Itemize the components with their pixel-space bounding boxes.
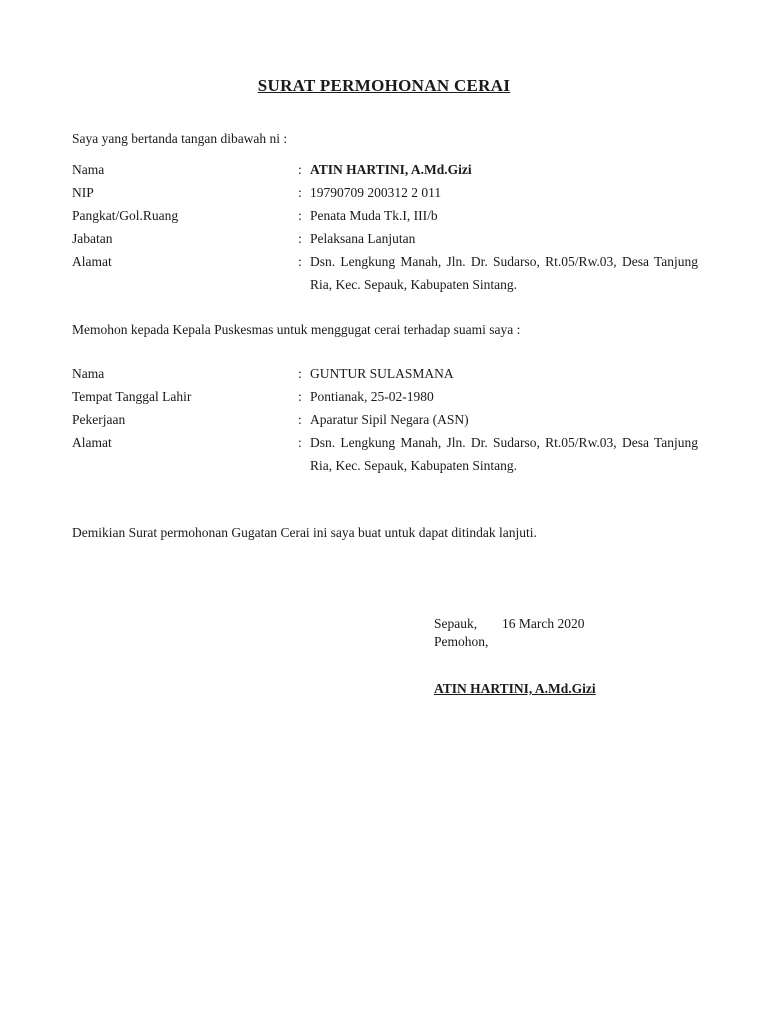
field-colon: : [298, 435, 302, 450]
applicant-nip-row [72, 185, 698, 208]
field-label: Alamat [72, 254, 112, 269]
field-colon: : [298, 389, 302, 404]
respondent-birth-row [72, 389, 698, 412]
respondent-name-row [72, 366, 698, 389]
applicant-nip: 19790709 200312 2 011 [310, 185, 442, 200]
field-label: Tempat Tanggal Lahir [72, 389, 192, 404]
respondent-name: GUNTUR SULASMANA [310, 366, 454, 381]
closing-text: Demikian Surat permohonan Gugatan Cerai ini saya buat untuk dapat ditindak lanjuti. [72, 525, 537, 540]
field-label: Pangkat/Gol.Ruang [72, 208, 179, 223]
respondent-job: Aparatur Sipil Negara (ASN) [310, 412, 469, 427]
field-colon: : [298, 412, 302, 427]
field-colon: : [298, 231, 302, 246]
field-colon: : [298, 162, 302, 177]
field-colon: : [298, 366, 302, 381]
field-label: Jabatan [72, 231, 113, 246]
signature-name: ATIN HARTINI, A.Md.Gizi [434, 681, 596, 696]
applicant-name: ATIN HARTINI, A.Md.Gizi [310, 162, 472, 177]
signature-place-date [434, 616, 584, 632]
document-title: SURAT PERMOHONAN CERAI [257, 76, 511, 95]
field-label: Nama [72, 366, 105, 381]
signature-role: Pemohon, [434, 634, 489, 649]
signature-place: Sepauk, [434, 616, 478, 631]
field-label: Pekerjaan [72, 412, 126, 427]
applicant-name-row [72, 162, 698, 185]
field-colon: : [298, 254, 302, 269]
field-colon: : [298, 208, 302, 223]
applicant-address: Dsn. Lengkung Manah, Jln. Dr. Sudarso, Rt.05/Rw.03, Desa Tanjung Ria, Kec. Sepauk, Kabupaten Sintang. [310, 254, 698, 292]
signature-date: 16 March 2020 [502, 616, 585, 631]
applicant-position: Pelaksana Lanjutan [310, 231, 416, 246]
applicant-rank: Penata Muda Tk.I, III/b [310, 208, 438, 223]
applicant-address-row [72, 254, 698, 292]
field-label: Alamat [72, 435, 112, 450]
applicant-rank-row [72, 208, 698, 231]
field-colon: : [298, 185, 302, 200]
field-label: Nama [72, 162, 105, 177]
respondent-birth: Pontianak, 25-02-1980 [310, 389, 434, 404]
request-text: Memohon kepada Kepala Puskesmas untuk menggugat cerai terhadap suami saya : [72, 322, 521, 337]
intro-text: Saya yang bertanda tangan dibawah ni : [72, 131, 288, 146]
respondent-address-row [72, 435, 698, 473]
field-label: NIP [72, 185, 94, 200]
respondent-address: Dsn. Lengkung Manah, Jln. Dr. Sudarso, Rt.05/Rw.03, Desa Tanjung Ria, Kec. Sepauk, Kabupaten Sintang. [310, 435, 698, 473]
